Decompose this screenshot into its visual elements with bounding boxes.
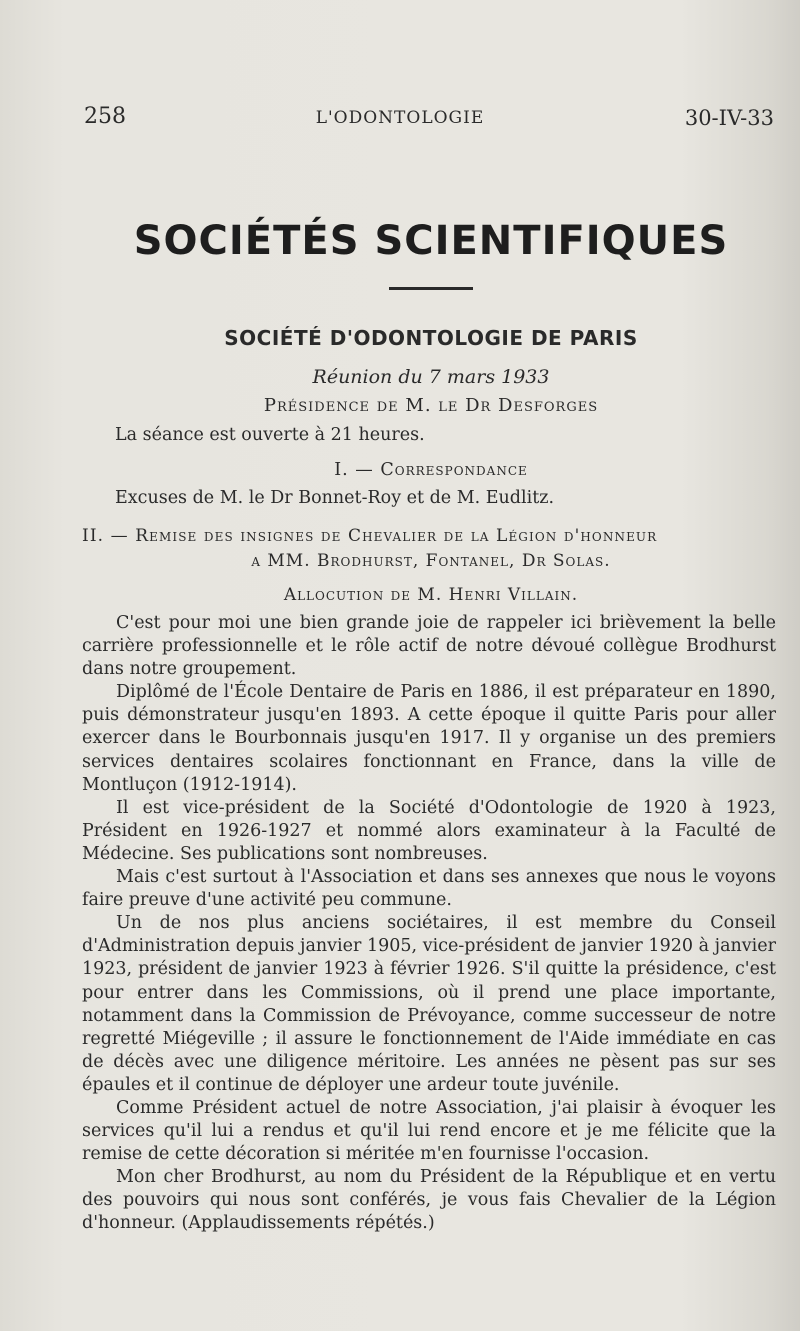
paragraph: Il est vice-président de la Société d'Odontologie de 1920 à 1923, Président en 1926-1927 et nommé alors examinateur à la Faculté de Médecine. Ses publications sont nombreuses. bbox=[82, 797, 776, 864]
presidency-line: Présidence de M. le Dr Desforges bbox=[263, 395, 599, 416]
issue-date: 30-IV-33 bbox=[684, 106, 774, 130]
running-header bbox=[0, 104, 800, 134]
paragraph: Mon cher Brodhurst, au nom du Président de la République et en vertu des pouvoirs qui nous sont conférés, je vous fais Chevalier de la Légion d'honneur. (Applaudissements répétés.) bbox=[82, 1167, 776, 1234]
correspondence-heading: I. — Correspondance bbox=[334, 460, 528, 480]
ceremony-heading-line1: II. — Remise des insignes de Chevalier de la Légion d'honneur bbox=[82, 526, 658, 546]
allocution-body bbox=[82, 612, 776, 1236]
ceremony-heading-line2: a MM. Brodhurst, Fontanel, Dr Solas. bbox=[251, 551, 611, 571]
paragraph: Mais c'est surtout à l'Association et dans ses annexes que nous le voyons faire preuve d'une activité peu commune. bbox=[82, 867, 776, 911]
journal-title: L'ODONTOLOGIE bbox=[315, 108, 485, 128]
paragraph: Comme Président actuel de notre Association, j'ai plaisir à évoquer les services qu'il lui a rendus et qu'il lui rend encore et je me félicite que la remise de cette décoration si méritée m'en fournisse l'occasion. bbox=[82, 1097, 776, 1165]
paragraph: Un de nos plus anciens sociétaires, il est membre du Conseil d'Administration depuis janvier 1905, vice-président de janvier 1920 à janvier 1923, président de janvier 1923 à février 1926. S'il quitte la présidence, c'est pour entrer dans les Commissions, où il prend une place importante, notamment dans la Commission de Prévoyance, comme successeur de notre regretté Miégeville ; il assure le fonctionnement de l'Aide immédiate en cas de décès avec une diligence méritoire. Les années ne pèsent pas sur ses épaules et il continue de déployer une ardeur toute juvénile. bbox=[82, 913, 776, 1095]
meeting-date: Réunion du 7 mars 1933 bbox=[312, 366, 550, 388]
paragraph: C'est pour moi une bien grande joie de rappeler ici brièvement la belle carrière professionnelle et le rôle actif de notre dévoué collègue Brodhurst dans notre groupement. bbox=[82, 613, 776, 680]
paragraph: Diplômé de l'École Dentaire de Paris en 1886, il est préparateur en 1890, puis démonstrateur jusqu'en 1893. A cette époque il quitte Paris pour aller exercer dans le Bourbonnais jusqu'en 1917. Il y organise un des premiers services dentaires scolaires fonctionnant en France, dans la ville de Montluçon (1912-1914). bbox=[82, 682, 776, 795]
page-number: 258 bbox=[84, 104, 126, 129]
correspondence-text: Excuses de M. le Dr Bonnet-Roy et de M. Eudlitz. bbox=[115, 488, 555, 508]
opening-line: La séance est ouverte à 21 heures. bbox=[115, 425, 425, 445]
title-divider bbox=[389, 287, 473, 290]
allocution-heading: Allocution de M. Henri Villain. bbox=[283, 585, 579, 605]
society-heading: SOCIÉTÉ D'ODONTOLOGIE DE PARIS bbox=[224, 326, 638, 350]
section-title: SOCIÉTÉS SCIENTIFIQUES bbox=[133, 218, 729, 264]
